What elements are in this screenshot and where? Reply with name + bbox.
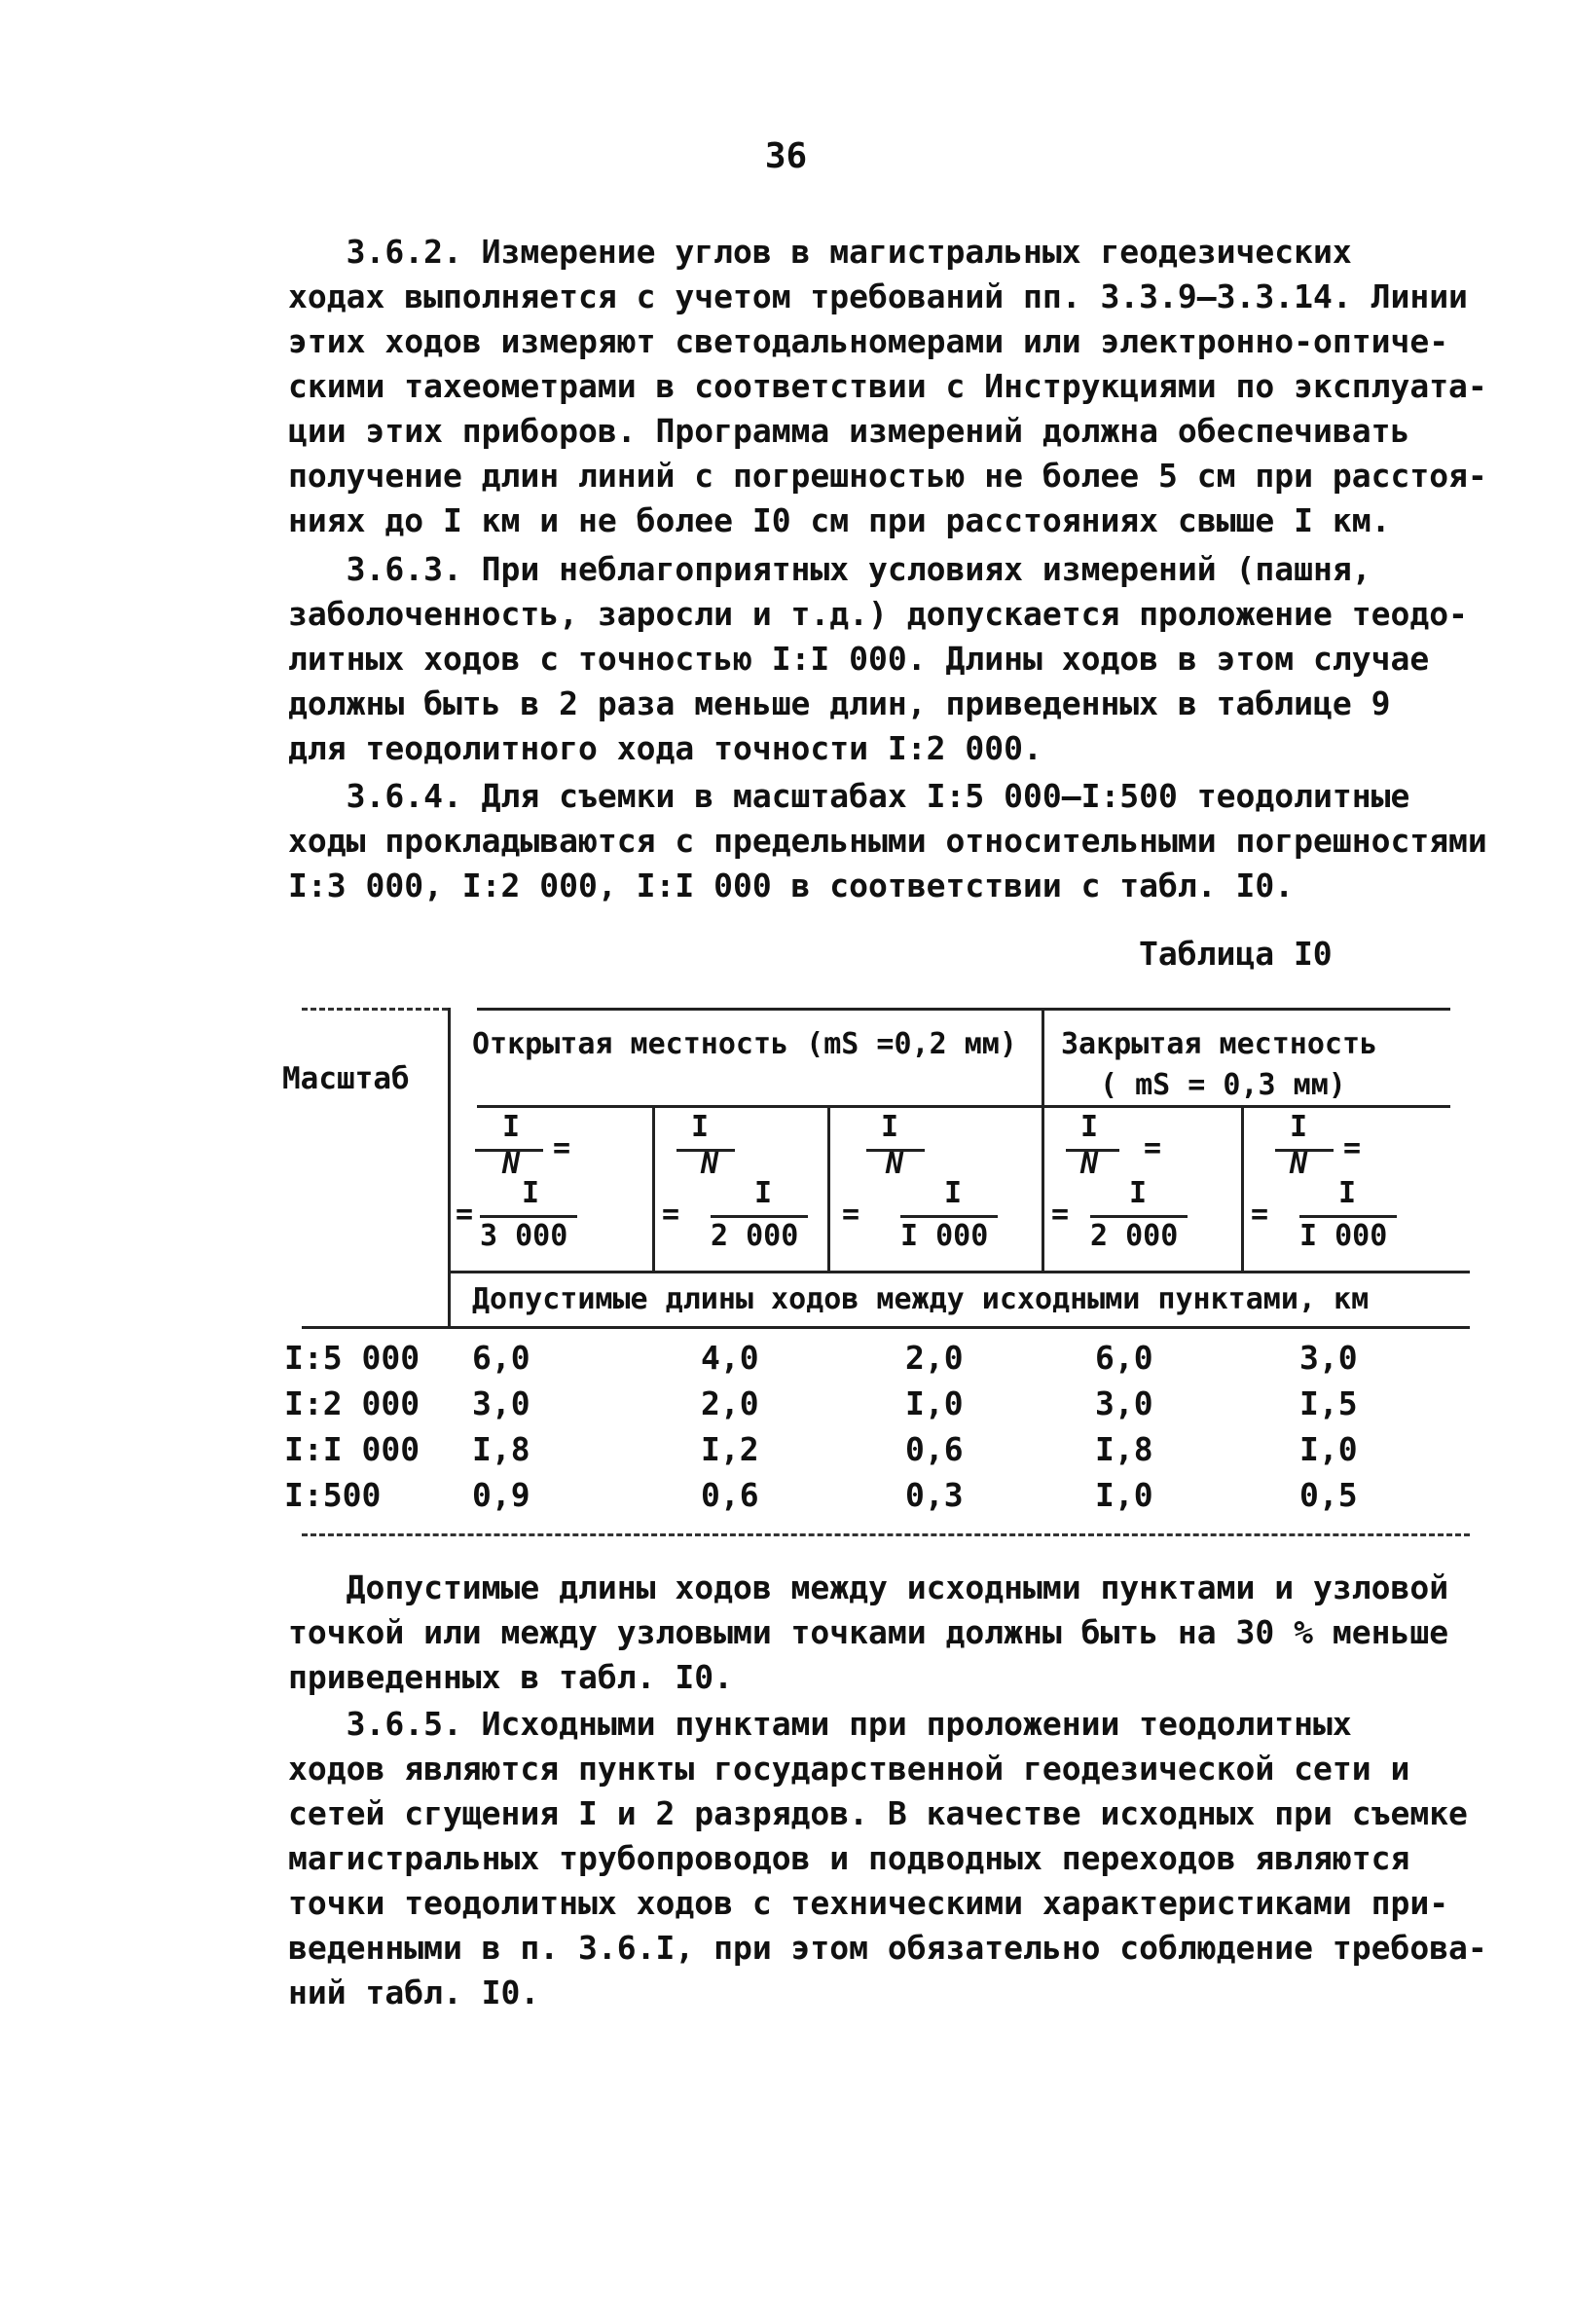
value-cell: 6,0: [1095, 1339, 1153, 1377]
table-bottom-rule: [302, 1533, 1470, 1536]
value-cell: 0,3: [905, 1476, 964, 1514]
open-terrain-header: Открытая местность (mS =0,2 мм): [472, 1027, 1017, 1061]
value-cell: 3,0: [1095, 1384, 1153, 1422]
allowed-lengths-subheader: Допустимые длины ходов между исходными пунктами, км: [472, 1282, 1370, 1316]
value-cell: 0,6: [701, 1476, 759, 1514]
paragraph-3-6-2: 3.6.2. Измерение углов в магистральных геодезических ходах выполняется с учетом требований пп. 3.3.9–3.3.14. Линии этих ходов измеряют светодальномерами или электронно-оптиче- скими тахеометрами в соответствии с Инструкциями по эксплуата- ции этих приборов. Программа измерений должна обеспечивать получение длин линий с погрешностью не более 5 см при расстоя- ниях до I км и не более I0 см при расстояниях свыше I км.: [288, 233, 1487, 539]
value-cell: 2,0: [905, 1339, 964, 1377]
value-cell: I,8: [1095, 1430, 1153, 1468]
page-number: 36: [764, 136, 808, 176]
fraction-2000-closed: I = N = I 2 000: [1051, 1110, 1241, 1266]
paragraph-3-6-3: 3.6.3. При неблагоприятных условиях измерений (пашня, заболоченность, заросли и т.д.) допускается проложение теодо- литных ходов с точностью I:I 000. Длины ходов в этом случае должны быть в 2 раза меньше длин, приведенных в таблице 9 для теодолитного хода точности I:2 000.: [288, 550, 1468, 767]
value-cell: I,8: [472, 1430, 530, 1468]
col-rule-2: [827, 1105, 830, 1271]
value-cell: 0,9: [472, 1476, 530, 1514]
header-rule: [477, 1105, 1450, 1108]
value-cell: 0,5: [1299, 1476, 1358, 1514]
value-cell: 2,0: [701, 1384, 759, 1422]
fraction-rule: [448, 1271, 1470, 1273]
table-10: [282, 1008, 1475, 1553]
value-cell: 3,0: [1299, 1339, 1358, 1377]
fraction-1000-closed: I = N = I I 000: [1251, 1110, 1465, 1266]
fraction-1000-open: I N = I I 000: [837, 1110, 1037, 1266]
value-cell: 3,0: [472, 1384, 530, 1422]
value-cell: 0,6: [905, 1430, 964, 1468]
value-cell: I,5: [1299, 1384, 1358, 1422]
fraction-2000: I N = I 2 000: [662, 1110, 827, 1266]
scale-col-rule: [448, 1008, 451, 1326]
table-caption: Таблица I0: [1139, 935, 1333, 973]
paragraph-3-6-4: 3.6.4. Для съемки в масштабах I:5 000–I:500 теодолитные ходы прокладываются с предельными относительными погрешностями I:3 000, I:2 000, I:I 000 в соответствии с табл. I0.: [288, 777, 1487, 904]
value-cell: I,0: [1095, 1476, 1153, 1514]
paragraph-note-lengths: Допустимые длины ходов между исходными пунктами и узловой точкой или между узловыми точками должны быть на 30 % меньше приведенных в табл. I0.: [288, 1568, 1449, 1696]
value-cell: 4,0: [701, 1339, 759, 1377]
col-rule-1: [652, 1105, 655, 1271]
table-top-rule-left: [302, 1008, 448, 1011]
table-top-rule: [477, 1008, 1450, 1011]
value-cell: I,0: [1299, 1430, 1358, 1468]
col-rule-3: [1042, 1008, 1044, 1271]
paragraph-3-6-5: 3.6.5. Исходными пунктами при проложении теодолитных ходов являются пункты государственной геодезической сети и сетей сгущения I и 2 разрядов. В качестве исходных при съемке магистральных трубопроводов и подводных переходов являются точки теодолитных ходов с техническими характеристиками при- веденными в п. 3.6.I, при этом обязательно соблюдение требова- ний табл. I0.: [288, 1705, 1487, 2011]
fraction-3000: I = N = I 3 000: [456, 1110, 650, 1266]
closed-terrain-tolerance: ( mS = 0,3 мм): [1100, 1068, 1346, 1102]
scale-header: Масштаб: [282, 1061, 410, 1096]
closed-terrain-header: Закрытая местность: [1061, 1027, 1378, 1061]
value-cell: I,2: [701, 1430, 759, 1468]
col-rule-4: [1241, 1105, 1244, 1271]
row-scale: I:I 000: [284, 1430, 420, 1468]
value-cell: 6,0: [472, 1339, 530, 1377]
subheader-rule: [302, 1326, 1470, 1329]
row-scale: I:2 000: [284, 1384, 420, 1422]
value-cell: I,0: [905, 1384, 964, 1422]
row-scale: I:500: [284, 1476, 382, 1514]
row-scale: I:5 000: [284, 1339, 420, 1377]
